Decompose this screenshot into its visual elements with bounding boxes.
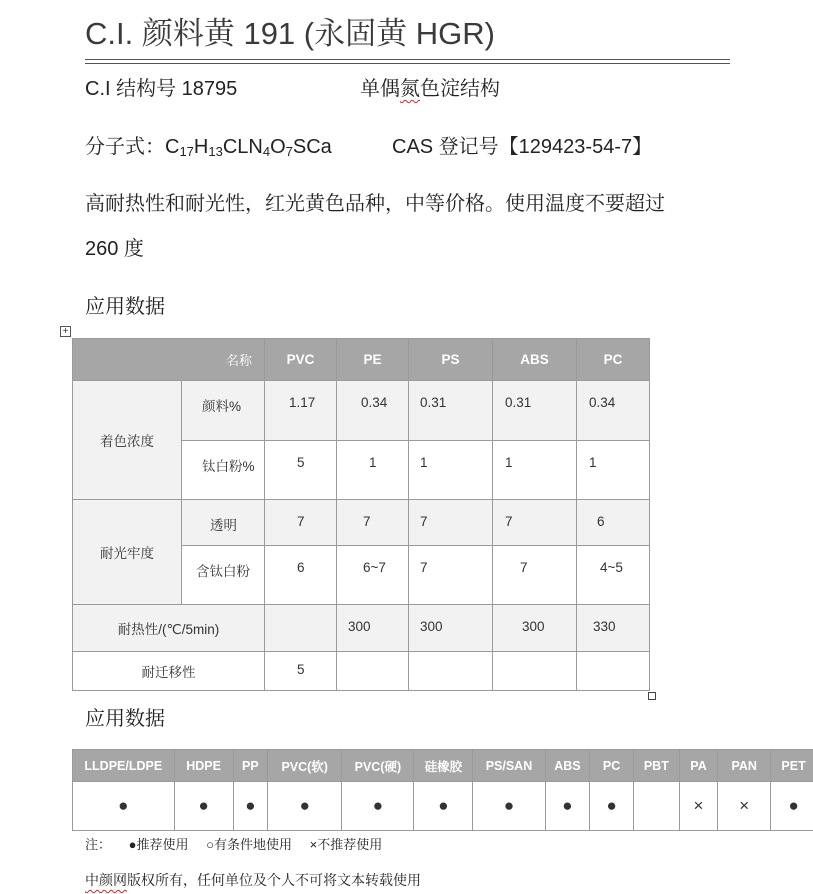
cell: 1 — [493, 441, 577, 500]
formula-line — [85, 130, 332, 159]
suitability-mark: ● — [342, 782, 414, 831]
suitability-header: PVC(硬) — [342, 750, 414, 782]
note-recommended: ●推荐使用 — [128, 837, 189, 852]
cell: 300 — [409, 605, 493, 652]
row-label: 钛白粉% — [182, 441, 265, 500]
row-label: 颜料% — [182, 381, 265, 441]
note-not-recommended: ×不推荐使用 — [309, 837, 383, 852]
cell: 7 — [493, 546, 577, 605]
header-pvc: PVC — [265, 339, 337, 381]
suitability-mark — [633, 782, 679, 831]
cell: 7 — [265, 500, 337, 546]
cell: 4~5 — [577, 546, 650, 605]
cell — [493, 652, 577, 691]
suitability-mark: ● — [771, 782, 813, 831]
suitability-mark: ● — [268, 782, 342, 831]
header-pc: PC — [577, 339, 650, 381]
suitability-header: PS/SAN — [473, 750, 545, 782]
table-row — [73, 605, 650, 652]
structure-flagged-word: 氮 — [400, 78, 420, 100]
group-color-strength: 着色浓度 — [73, 381, 182, 500]
suitability-header: HDPE — [174, 750, 233, 782]
cell: 300 — [337, 605, 409, 652]
suitability-mark: ● — [233, 782, 268, 831]
formula-subscript: 17 — [179, 144, 194, 159]
cell: 0.34 — [577, 381, 650, 441]
cell: 1 — [337, 441, 409, 500]
migration-resistance-label: 耐迁移性 — [73, 652, 265, 691]
cell: 5 — [265, 652, 337, 691]
suitability-header: PET — [771, 750, 813, 782]
page-title: C.I. 颜料黄 191 (永固黄 HGR) — [85, 16, 495, 51]
heat-resistance-label: 耐热性/(℃/5min) — [73, 605, 265, 652]
cell: 1.17 — [265, 381, 337, 441]
title-rule-bottom — [85, 63, 730, 64]
formula-part: SCa — [292, 136, 332, 158]
table-move-handle-icon[interactable]: + — [60, 326, 71, 337]
header-pe: PE — [337, 339, 409, 381]
cell: 330 — [577, 605, 650, 652]
cell — [265, 605, 337, 652]
cell: 7 — [409, 500, 493, 546]
formula-part: CLN — [222, 136, 263, 158]
suitability-table — [72, 749, 813, 831]
header-abs: ABS — [493, 339, 577, 381]
header-name: 名称 — [73, 339, 265, 381]
description-line-1: 高耐热性和耐光性，红光黄色品种，中等价格。使用温度不要超过 — [85, 193, 665, 215]
suitability-mark: × — [718, 782, 771, 831]
formula-subscript: 13 — [208, 144, 223, 159]
suitability-mark: ● — [174, 782, 233, 831]
cell — [409, 652, 493, 691]
suitability-header: PBT — [633, 750, 679, 782]
table-row — [73, 652, 650, 691]
suitability-mark: × — [679, 782, 718, 831]
suitability-mark: ● — [545, 782, 590, 831]
legend-note — [85, 834, 396, 853]
formula-part: C — [165, 136, 180, 158]
cell: 0.31 — [409, 381, 493, 441]
table-resize-handle[interactable] — [648, 692, 656, 700]
cell: 6 — [265, 546, 337, 605]
suitability-header-row — [73, 750, 813, 782]
suitability-header: PVC(软) — [268, 750, 342, 782]
structure-suffix: 色淀结构 — [420, 78, 500, 100]
cell: 5 — [265, 441, 337, 500]
suitability-header: PP — [233, 750, 268, 782]
note-conditional: ○有条件地使用 — [206, 837, 292, 852]
cell: 0.34 — [337, 381, 409, 441]
suitability-header: PA — [679, 750, 718, 782]
structure-type — [360, 72, 500, 101]
suitability-mark-row — [73, 782, 813, 831]
suitability-header: PAN — [718, 750, 771, 782]
molecular-formula — [165, 136, 332, 158]
suitability-mark: ● — [473, 782, 545, 831]
section-heading-2: 应用数据 — [85, 708, 165, 730]
suitability-mark: ● — [414, 782, 473, 831]
title-rule-top — [85, 59, 730, 60]
formula-part: H — [193, 136, 209, 158]
section-heading-1: 应用数据 — [85, 296, 165, 318]
row-label: 透明 — [182, 500, 265, 546]
description-line-2: 260 度 — [85, 238, 144, 260]
row-label: 含钛白粉 — [182, 546, 265, 605]
cell: 6 — [577, 500, 650, 546]
cas-number: CAS 登记号【129423-54-7】 — [392, 136, 653, 158]
application-data-table — [72, 338, 650, 691]
cell — [577, 652, 650, 691]
cell — [337, 652, 409, 691]
copyright-notice — [85, 870, 421, 890]
table-row — [73, 381, 650, 441]
note-prefix: 注： — [85, 837, 112, 852]
cell: 1 — [409, 441, 493, 500]
formula-part: O — [270, 136, 286, 158]
cell: 7 — [337, 500, 409, 546]
formula-subscript: 7 — [285, 144, 293, 159]
table-row — [73, 500, 650, 546]
group-light-fastness: 耐光牢度 — [73, 500, 182, 605]
suitability-header: 硅橡胶 — [414, 750, 473, 782]
cell: 6~7 — [337, 546, 409, 605]
cell: 7 — [493, 500, 577, 546]
ci-number: C.I 结构号 18795 — [85, 78, 238, 100]
header-ps: PS — [409, 339, 493, 381]
formula-subscript: 4 — [262, 144, 271, 159]
suitability-header: LLDPE/LDPE — [73, 750, 175, 782]
copyright-site-name: 中颜网 — [85, 872, 127, 888]
cell: 7 — [409, 546, 493, 605]
formula-label: 分子式： — [85, 136, 165, 158]
structure-prefix: 单偶 — [360, 78, 400, 100]
table-header-row — [73, 339, 650, 381]
suitability-header: PC — [590, 750, 634, 782]
suitability-mark: ● — [73, 782, 175, 831]
copyright-text: 版权所有，任何单位及个人不可将文本转载使用 — [127, 872, 421, 888]
cell: 1 — [577, 441, 650, 500]
cell: 0.31 — [493, 381, 577, 441]
cell: 300 — [493, 605, 577, 652]
suitability-header: ABS — [545, 750, 590, 782]
suitability-mark: ● — [590, 782, 634, 831]
